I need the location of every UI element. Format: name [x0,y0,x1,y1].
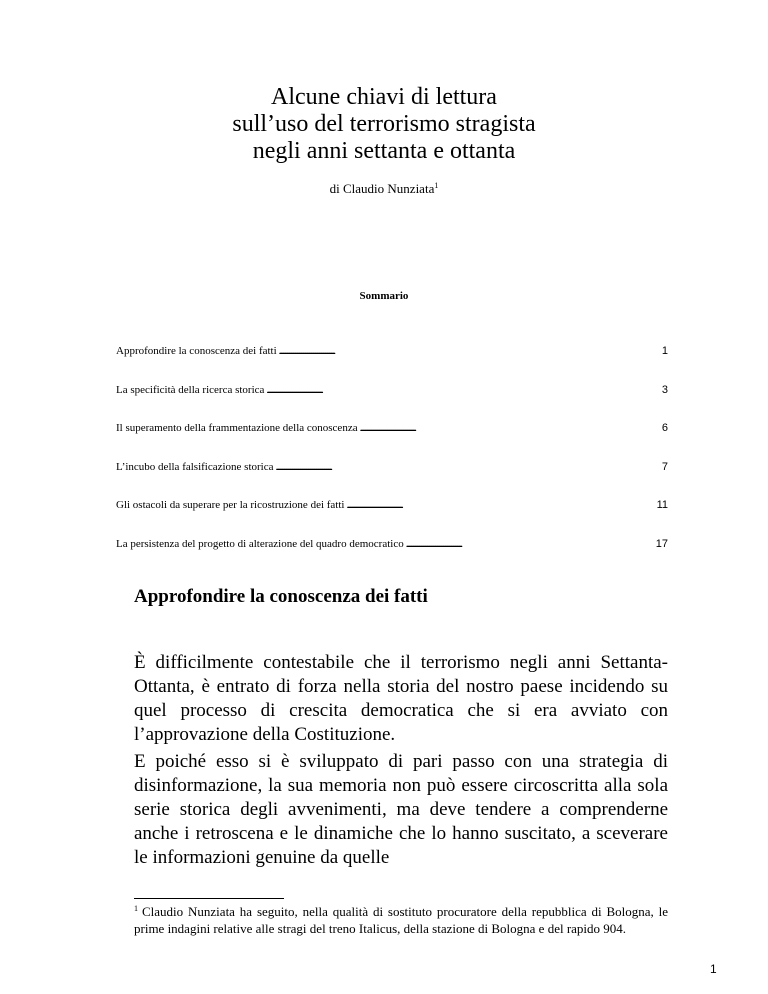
toc-entry[interactable] [116,499,668,513]
page-number: 1 [710,962,717,976]
toc-entry[interactable] [116,538,668,552]
footnote-text: Claudio Nunziata ha seguito, nella qualità di sostituto procuratore della repubblica di Bologna, le prime indagini relative alle stragi del treno Italicus, della stazione di Bologna e del rapido 904. [134,904,668,936]
section-heading: Approfondire la conoscenza dei fatti [134,586,428,607]
toc-entry-title[interactable]: Approfondire la conoscenza dei fatti [116,345,277,357]
toc-entry[interactable] [116,384,668,398]
toc-dot-leader [279,345,660,357]
toc-entry-title[interactable]: La persistenza del progetto di alterazione del quadro democratico [116,537,404,550]
footnote-marker: 1 [134,904,138,913]
toc-entry-page[interactable]: 11 [656,499,668,511]
toc-entry-page[interactable]: 7 [661,460,668,473]
toc-heading: Sommario [359,290,409,302]
title-line-2: sull’uso del terrorismo stragista [232,111,536,137]
body-paragraph: È difficilmente contestabile che il terrorismo negli anni Settanta-Ottanta, è entrato di forza nella storia del nostro paese incidendo su quel processo di crescita democratica che si era avviato con l’approvazione della Costituzione. [134,652,668,745]
footnote-separator [134,898,284,899]
title-line-3: negli anni settanta e ottanta [252,138,516,164]
toc-entry[interactable] [116,461,668,475]
toc-dot-leader [346,499,654,511]
toc-dot-leader [266,384,659,396]
toc-entry[interactable] [116,422,668,436]
author-name: di Claudio Nunziata [329,181,435,196]
author-footnote-ref[interactable]: 1 [434,181,439,190]
toc-entry[interactable] [116,345,668,359]
author-line [0,181,768,197]
toc-entry-page[interactable]: 3 [661,383,668,396]
toc-entry-title[interactable]: L’incubo della falsificazione storica [116,460,274,473]
footnote [134,903,668,937]
toc-dot-leader [360,422,660,434]
title-line-1: Alcune chiavi di lettura [271,84,497,110]
table-of-contents [116,345,668,576]
toc-entry-title[interactable]: La specificità della ricerca storica [116,383,265,396]
document-title [0,84,768,165]
toc-entry-page[interactable]: 1 [661,345,668,357]
toc-entry-page[interactable]: 6 [661,422,668,434]
toc-dot-leader [406,538,654,550]
toc-entry-title[interactable]: Gli ostacoli da superare per la ricostruzione dei fatti [116,499,345,511]
toc-entry-page[interactable]: 17 [655,537,668,550]
toc-dot-leader [276,461,660,473]
toc-entry-title[interactable]: Il superamento della frammentazione della conoscenza [116,422,358,434]
body-paragraph: E poiché esso si è sviluppato di pari passo con una strategia di disinformazione, la sua memoria non può essere circoscritta alla sola serie storica degli avvenimenti, ma deve tendere a comprenderne anche i retroscena e le dinamiche che lo hanno suscitato, a sceverare le informazioni genuine da quelle [134,751,668,868]
